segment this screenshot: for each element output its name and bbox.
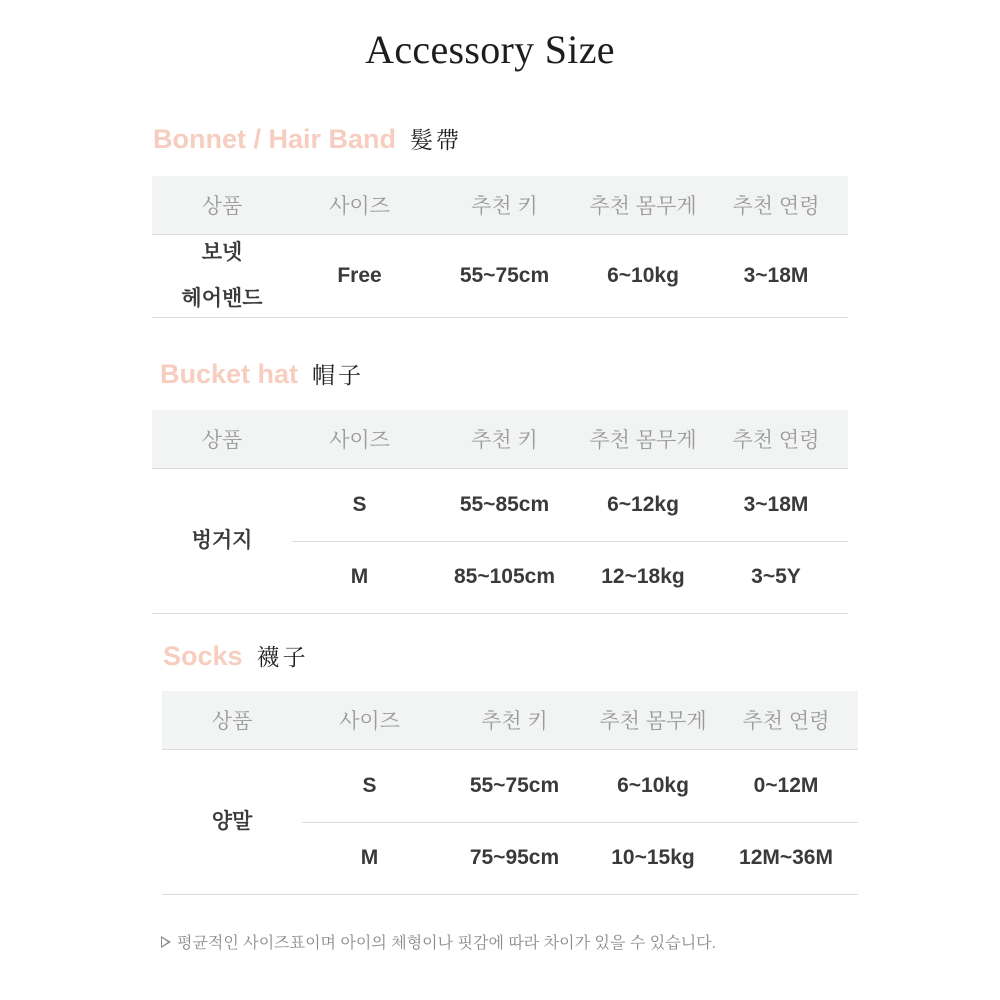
column-header-product: 상품 xyxy=(201,429,243,452)
column-header-age: 추천 연령 xyxy=(732,195,820,218)
weight-value: 12~18kg xyxy=(601,565,685,588)
section-title-hanja: 髮帶 xyxy=(410,127,463,153)
column-header-size: 사이즈 xyxy=(339,710,400,733)
column-header-height: 추천 키 xyxy=(471,195,538,218)
section-heading-bonnet xyxy=(153,122,462,155)
table-header xyxy=(152,410,848,469)
size-value: S xyxy=(362,774,377,797)
section-heading-bucket-hat xyxy=(160,357,364,390)
size-value: S xyxy=(352,493,367,516)
section-title-en: Socks xyxy=(163,641,243,671)
height-value: 55~75cm xyxy=(459,264,550,287)
column-header-size: 사이즈 xyxy=(329,429,390,452)
column-header-product: 상품 xyxy=(201,195,243,218)
outline-triangle-right-icon xyxy=(161,936,171,948)
section-heading-socks xyxy=(163,639,309,672)
product-name: 보넷 xyxy=(201,241,243,264)
height-value: 85~105cm xyxy=(453,565,555,588)
note-text: 평균적인 사이즈표이며 아이의 체형이나 핏감에 따라 차이가 있을 수 있습니다. xyxy=(177,935,717,952)
page-title: Accessory Size xyxy=(365,27,615,72)
size-table-bucket-hat xyxy=(152,410,848,614)
table-header xyxy=(162,691,858,750)
product-name: 벙거지 xyxy=(191,529,253,552)
age-value: 3~18M xyxy=(743,264,809,287)
section-title-hanja: 帽子 xyxy=(312,362,365,388)
age-value: 0~12M xyxy=(753,774,819,797)
table-row xyxy=(162,822,858,894)
column-header-product: 상품 xyxy=(211,710,253,733)
table-header xyxy=(152,176,848,235)
section-title-hanja: 襪子 xyxy=(256,644,309,670)
column-header-height: 추천 키 xyxy=(481,710,548,733)
column-header-weight: 추천 몸무게 xyxy=(589,429,697,452)
column-header-weight: 추천 몸무게 xyxy=(599,710,707,733)
height-value: 55~85cm xyxy=(459,493,550,516)
table-row xyxy=(152,469,848,541)
weight-value: 6~10kg xyxy=(607,264,679,287)
size-value: Free xyxy=(337,264,382,287)
product-name: 양말 xyxy=(211,810,253,833)
section-title-en: Bonnet / Hair Band xyxy=(153,124,397,154)
table-row xyxy=(162,750,858,822)
age-value: 12M~36M xyxy=(739,846,833,869)
size-table-socks xyxy=(162,691,858,895)
column-header-age: 추천 연령 xyxy=(732,429,820,452)
table-body xyxy=(152,235,848,318)
column-header-age: 추천 연령 xyxy=(742,710,830,733)
section-title-en: Bucket hat xyxy=(160,359,299,389)
column-header-size: 사이즈 xyxy=(329,195,390,218)
size-table-bonnet xyxy=(152,176,848,318)
weight-value: 6~10kg xyxy=(617,774,689,797)
column-header-weight: 추천 몸무게 xyxy=(589,195,697,218)
age-value: 3~5Y xyxy=(751,565,801,588)
age-value: 3~18M xyxy=(743,493,809,516)
table-row xyxy=(152,541,848,613)
table-body xyxy=(152,469,848,614)
table-row xyxy=(152,235,848,317)
weight-value: 10~15kg xyxy=(611,846,695,869)
weight-value: 6~12kg xyxy=(607,493,679,516)
height-value: 55~75cm xyxy=(469,774,560,797)
height-value: 75~95cm xyxy=(469,846,560,869)
product-name: 헤어밴드 xyxy=(181,287,263,310)
column-header-height: 추천 키 xyxy=(471,429,538,452)
size-value: M xyxy=(360,846,379,869)
size-value: M xyxy=(350,565,369,588)
size-disclaimer-note xyxy=(161,930,716,953)
table-body xyxy=(162,750,858,895)
